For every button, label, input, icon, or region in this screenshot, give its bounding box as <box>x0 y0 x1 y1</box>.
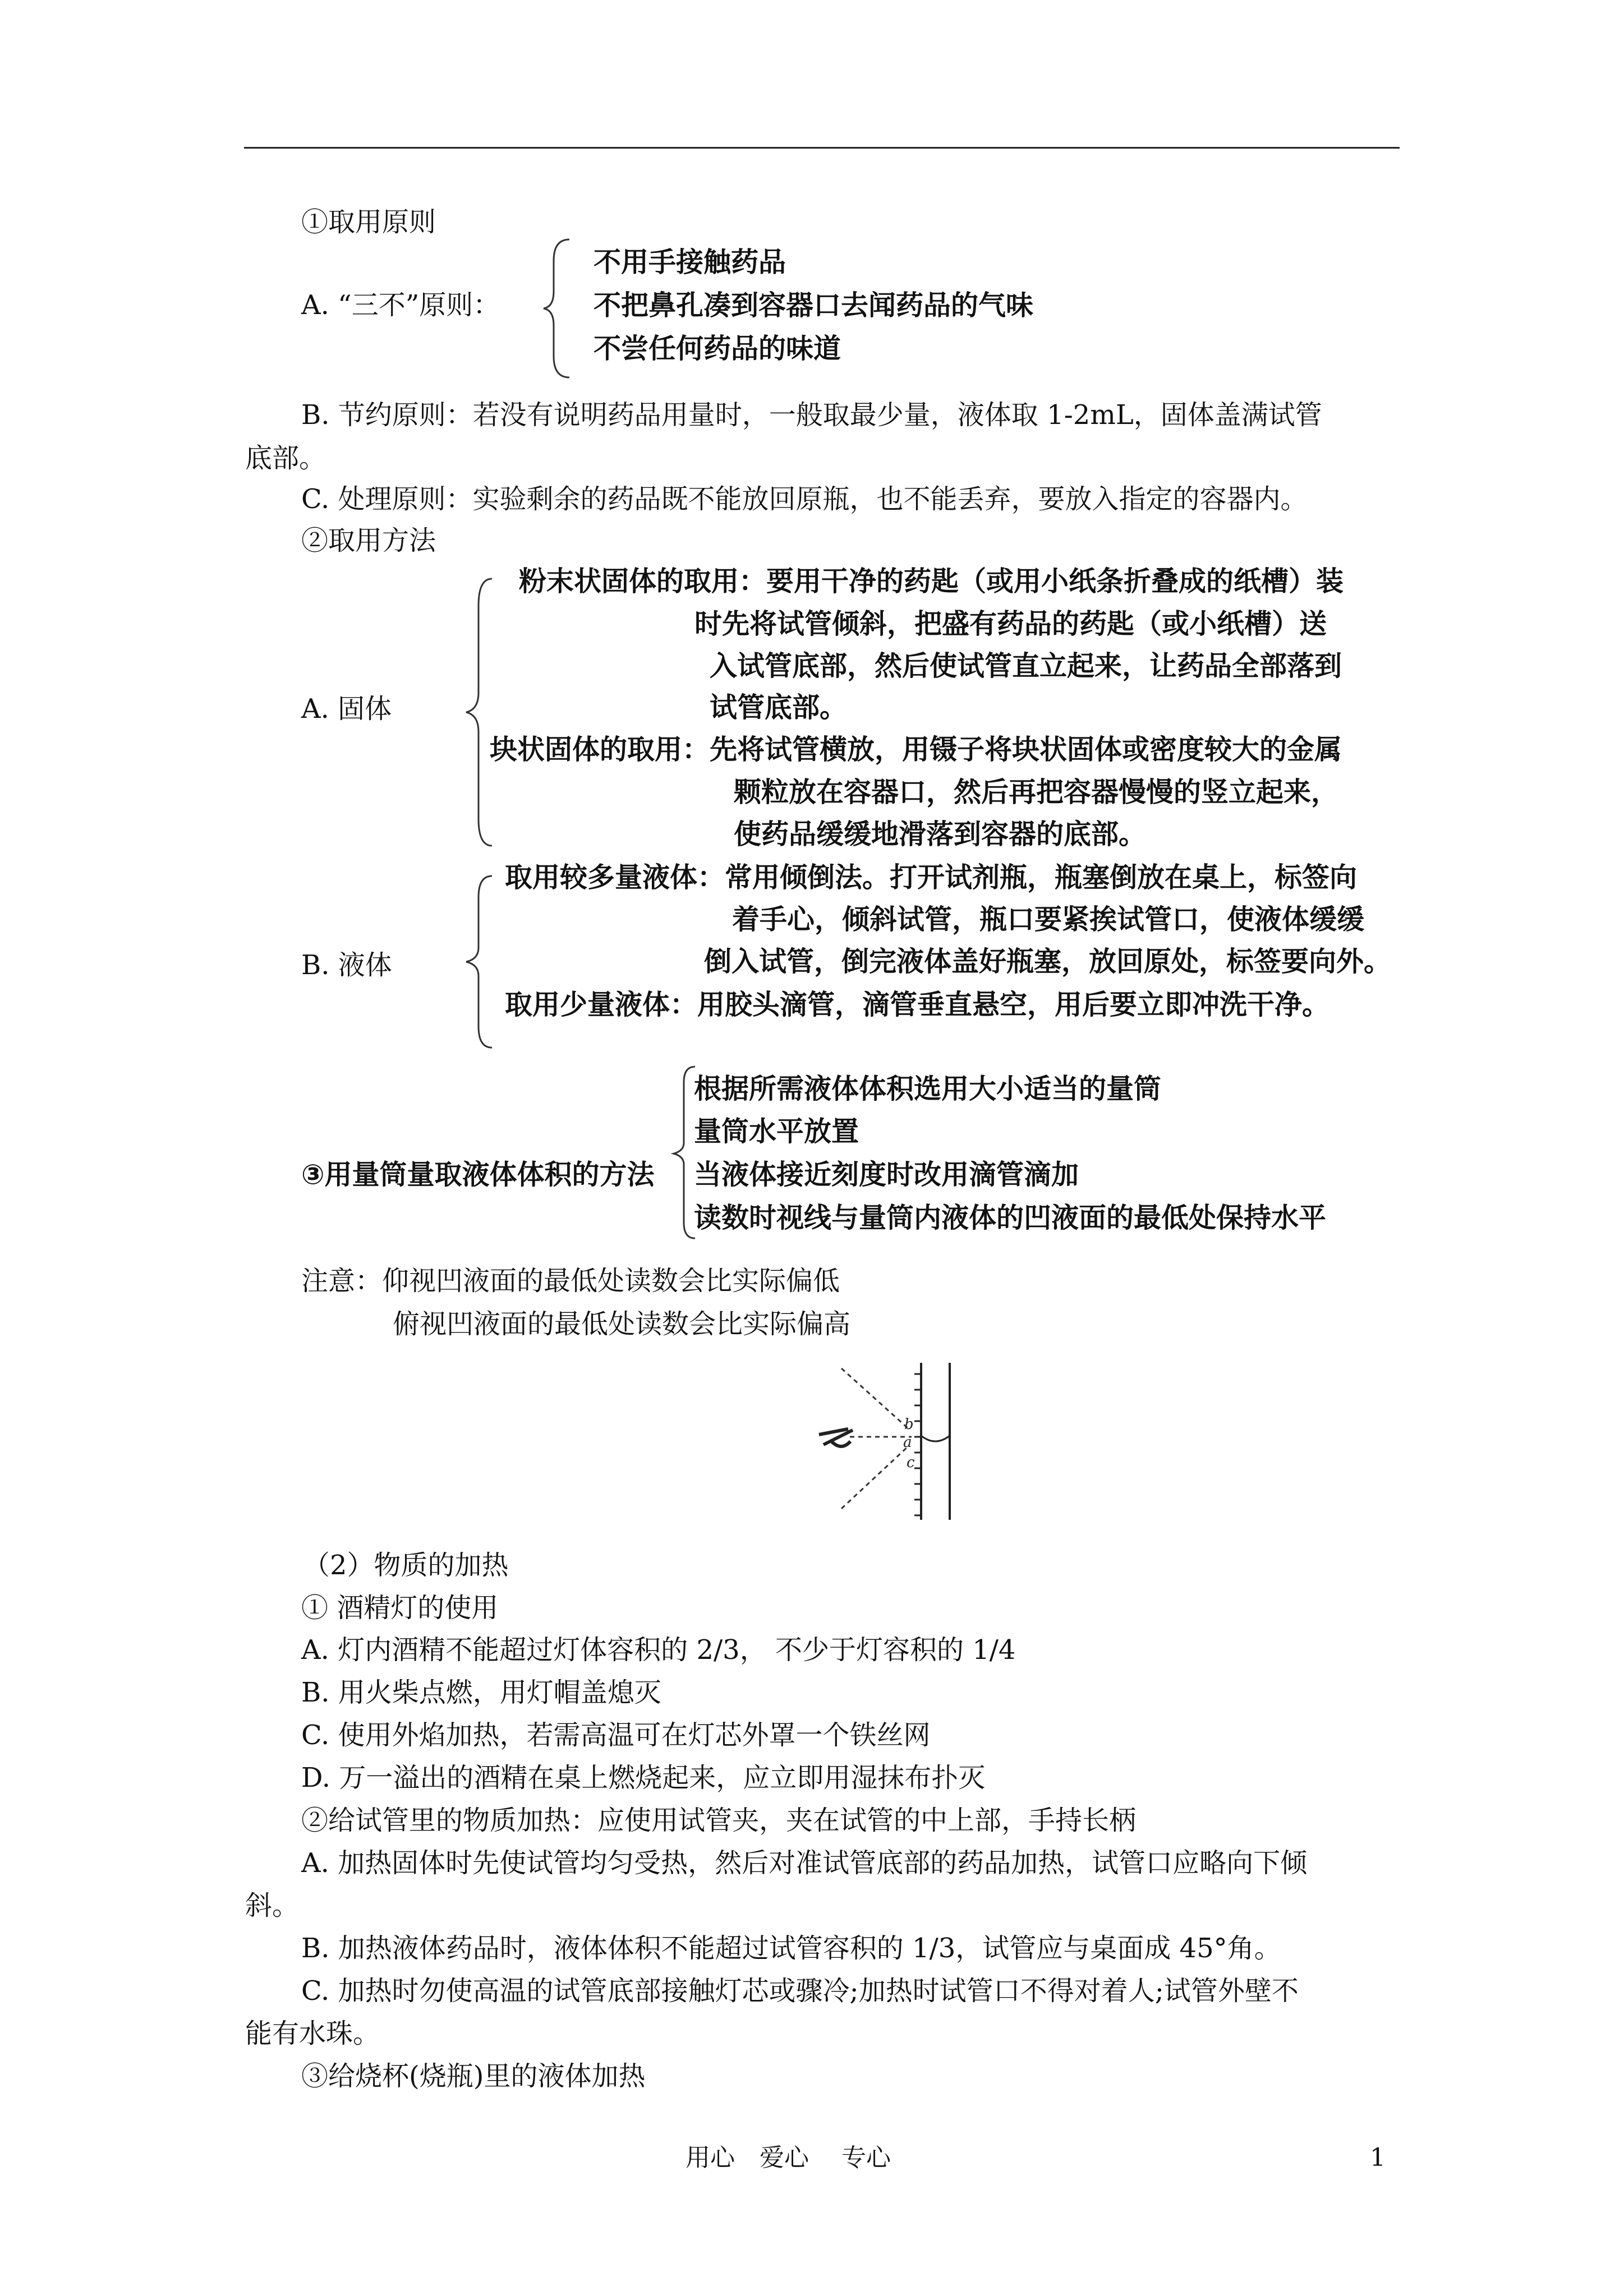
powder-line: 时先将试管倾斜，把盛有药品的药匙（或小纸槽）送 <box>694 608 1327 640</box>
lamp-item: B. 用火柴点燃，用灯帽盖熄灭 <box>301 1677 661 1708</box>
note-look-down: 俯视凹液面的最低处读数会比实际偏高 <box>393 1308 851 1340</box>
cylinder-step: 读数时视线与量筒内液体的凹液面的最低处保持水平 <box>694 1202 1327 1234</box>
three-no-item: 不把鼻孔凑到容器口去闻药品的气味 <box>594 289 1034 321</box>
solid-label: A. 固体 <box>301 693 392 725</box>
tube-solid-line-cont: 斜。 <box>245 1890 300 1921</box>
cylinder-step: 根据所需液体体积选用大小适当的量筒 <box>694 1073 1162 1105</box>
liquid-label: B. 液体 <box>301 949 392 981</box>
cylinder-reading-figure <box>797 1357 965 1525</box>
figure-label-b: b <box>904 1416 914 1433</box>
powder-line: 粉末状固体的取用：要用干净的药匙（或用小纸条折叠成的纸槽）装 <box>519 565 1344 597</box>
lamp-item: A. 灯内酒精不能超过灯体容积的 2/3， 不少于灯容积的 1/4 <box>301 1634 1016 1666</box>
tube-caution-line-cont: 能有水珠。 <box>245 2018 380 2049</box>
cylinder-method-label: ③用量筒量取液体体积的方法 <box>301 1159 655 1191</box>
lamp-item: C. 使用外焰加热，若需高温可在灯芯外罩一个铁丝网 <box>301 1719 931 1751</box>
cylinder-step: 当液体接近刻度时改用滴管滴加 <box>694 1159 1079 1191</box>
three-no-item: 不用手接触药品 <box>594 246 786 278</box>
powder-line: 入试管底部，然后使试管直立起来，让药品全部落到 <box>710 650 1342 682</box>
cylinder-step: 量筒水平放置 <box>694 1115 859 1147</box>
three-no-item: 不尝任何药品的味道 <box>594 333 841 365</box>
block-line: 块状固体的取用：先将试管横放，用镊子将块状固体或密度较大的金属 <box>490 734 1342 766</box>
brace-liquid <box>463 875 496 1049</box>
block-line: 使药品缓缓地滑落到容器的底部。 <box>734 818 1147 850</box>
eye-icon <box>819 1429 853 1446</box>
heading-heating: （2）物质的加热 <box>303 1550 509 1581</box>
liquid-large-line: 取用较多量液体：常用倾倒法。打开试剂瓶，瓶塞倒放在桌上，标签向 <box>505 861 1358 893</box>
beaker-heading: ③给烧杯(烧瓶)里的液体加热 <box>301 2060 646 2092</box>
disposal-principle: C. 处理原则：实验剩余的药品既不能放回原瓶，也不能丢弃，要放入指定的容器内。 <box>301 483 1308 515</box>
tube-caution-line: C. 加热时勿使高温的试管底部接触灯芯或骤冷;加热时试管口不得对着人;试管外壁不 <box>301 1975 1299 2007</box>
page-number: 1 <box>1370 2143 1386 2172</box>
tube-liquid-line: B. 加热液体药品时，液体体积不能超过试管容积的 1/3，试管应与桌面成 45°角。 <box>301 1933 1281 1964</box>
liquid-small-line: 取用少量液体：用胶头滴管，滴管垂直悬空，用后要立即冲洗干净。 <box>505 989 1330 1021</box>
tube-heating-heading: ②给试管里的物质加热：应使用试管夹，夹在试管的中上部，手持长柄 <box>301 1805 1137 1836</box>
figure-label-c: c <box>907 1454 915 1471</box>
brace-solid <box>463 578 496 847</box>
lamp-heading: ① 酒精灯的使用 <box>301 1592 499 1624</box>
powder-line: 试管底部。 <box>710 691 848 723</box>
three-no-label: A. “三不”原则： <box>301 289 500 321</box>
brace-three-no <box>541 238 575 379</box>
meniscus <box>921 1436 950 1441</box>
heading-principles: ①取用原则 <box>301 206 436 238</box>
sight-lines <box>841 1368 912 1509</box>
figure-label-a: a <box>903 1434 912 1451</box>
note-look-up: 注意：仰视凹液面的最低处读数会比实际偏低 <box>301 1265 840 1297</box>
header-rule <box>244 147 1400 149</box>
liquid-large-line: 着手心，倾斜试管，瓶口要紧挨试管口，使液体缓缓 <box>732 903 1365 935</box>
liquid-large-line: 倒入试管，倒完液体盖好瓶塞，放回原处，标签要向外。 <box>704 946 1392 978</box>
lamp-item: D. 万一溢出的酒精在桌上燃烧起来，应立即用湿抹布扑灭 <box>301 1762 986 1794</box>
footer-motto: 用心 爱心 专心 <box>686 2143 891 2172</box>
tube-solid-line: A. 加热固体时先使试管均匀受热，然后对准试管底部的药品加热，试管口应略向下倾 <box>301 1847 1308 1879</box>
economy-principle-cont: 底部。 <box>245 442 326 474</box>
heading-methods: ②取用方法 <box>301 525 436 556</box>
economy-principle: B. 节约原则：若没有说明药品用量时，一般取最少量，液体取 1-2mL，固体盖满试管 <box>301 399 1322 431</box>
block-line: 颗粒放在容器口，然后再把容器慢慢的竖立起来， <box>734 776 1339 808</box>
